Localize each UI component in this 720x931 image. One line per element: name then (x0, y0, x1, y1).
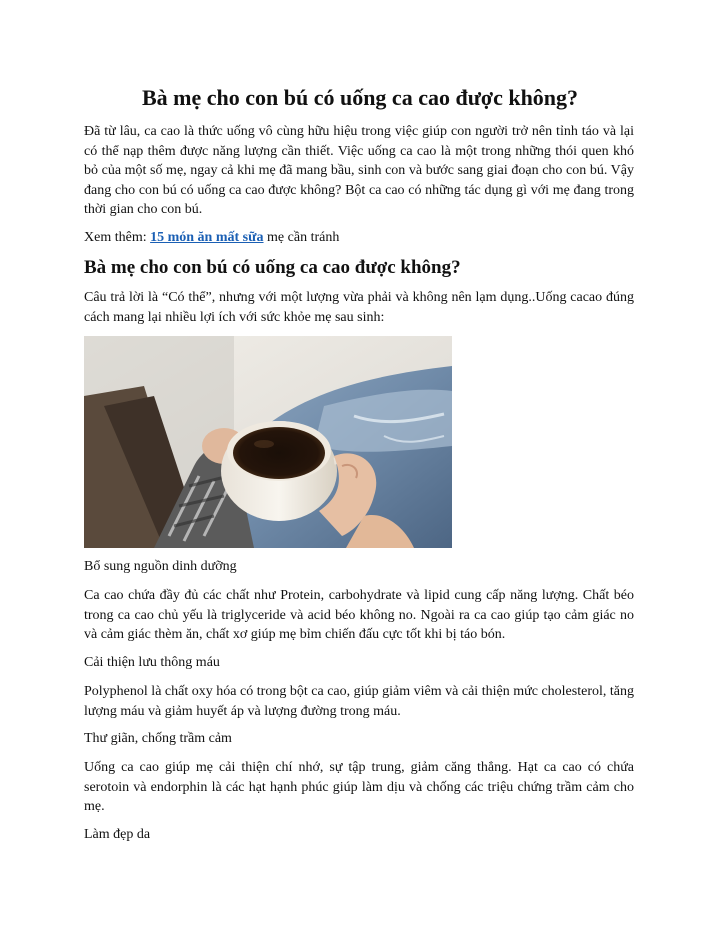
article-title: Bà mẹ cho con bú có uống ca cao được không? (141, 85, 579, 110)
section-label-3: Thư giãn, chống trầm cảm (84, 731, 232, 746)
section-label-2: Cải thiện lưu thông máu (84, 655, 220, 670)
see-also-line (84, 228, 634, 248)
answer-paragraph: Câu trả lời là “Có thể”, nhưng với một lượng vừa phải và không nên lạm dụng..Uống cacao đúng cách mang lại nhiều lợi ích với sức khỏe mẹ sau sinh: (84, 290, 634, 325)
section-label-1: Bổ sung nguồn dinh dưỡng (84, 559, 237, 574)
intro-paragraph: Đã từ lâu, ca cao là thức uống vô cùng hữu hiệu trong việc giúp con người trở nên tỉnh táo và lại có thể nạp thêm được năng lượng cần thiết. Việc uống ca cao là một trong những thói quen khó bỏ của một số mẹ, ngay cả khi mẹ đã mang bầu, sinh con và bước sang giai đoạn cho con bú. Vậy đang cho con bú có uống ca cao được không? Bột ca cao có những tác dụng gì với mẹ đang trong thời gian cho con bú. (84, 124, 634, 218)
coffee-cup-photo (84, 336, 452, 548)
see-also-prefix: Xem thêm: (84, 230, 151, 245)
section-body-3: Uống ca cao giúp mẹ cải thiện chí nhớ, sự tập trung, giảm căng thẳng. Hạt ca cao có chứa serotoin và endorphin là các hạt hạnh phúc giúp làm dịu và chống các triệu chứng trầm cảm cho mẹ. (84, 760, 634, 815)
section-body-2: Polyphenol là chất oxy hóa có trong bột ca cao, giúp giảm viêm và cải thiện mức cholesterol, tăng lượng máu và giảm huyết áp và lượng đường trong máu. (84, 684, 634, 719)
section-body-1: Ca cao chứa đầy đủ các chất như Protein, carbohydrate và lipid cung cấp năng lượng. Chất béo trong ca cao chủ yếu là triglyceride và acid béo không no. Ngoài ra ca cao giúp tạo cảm giác no và cảm giác thèm ăn, chất xơ giúp mẹ bỉm chiến đấu cực tốt khi bị táo bón. (84, 588, 634, 643)
see-also-suffix: mẹ cần tránh (263, 230, 340, 245)
see-also-link[interactable]: 15 món ăn mất sữa (150, 230, 264, 245)
coffee-cup-illustration (84, 336, 452, 548)
section-label-4: Làm đẹp da (84, 827, 151, 842)
section-heading: Bà mẹ cho con bú có uống ca cao được không? (84, 257, 461, 278)
